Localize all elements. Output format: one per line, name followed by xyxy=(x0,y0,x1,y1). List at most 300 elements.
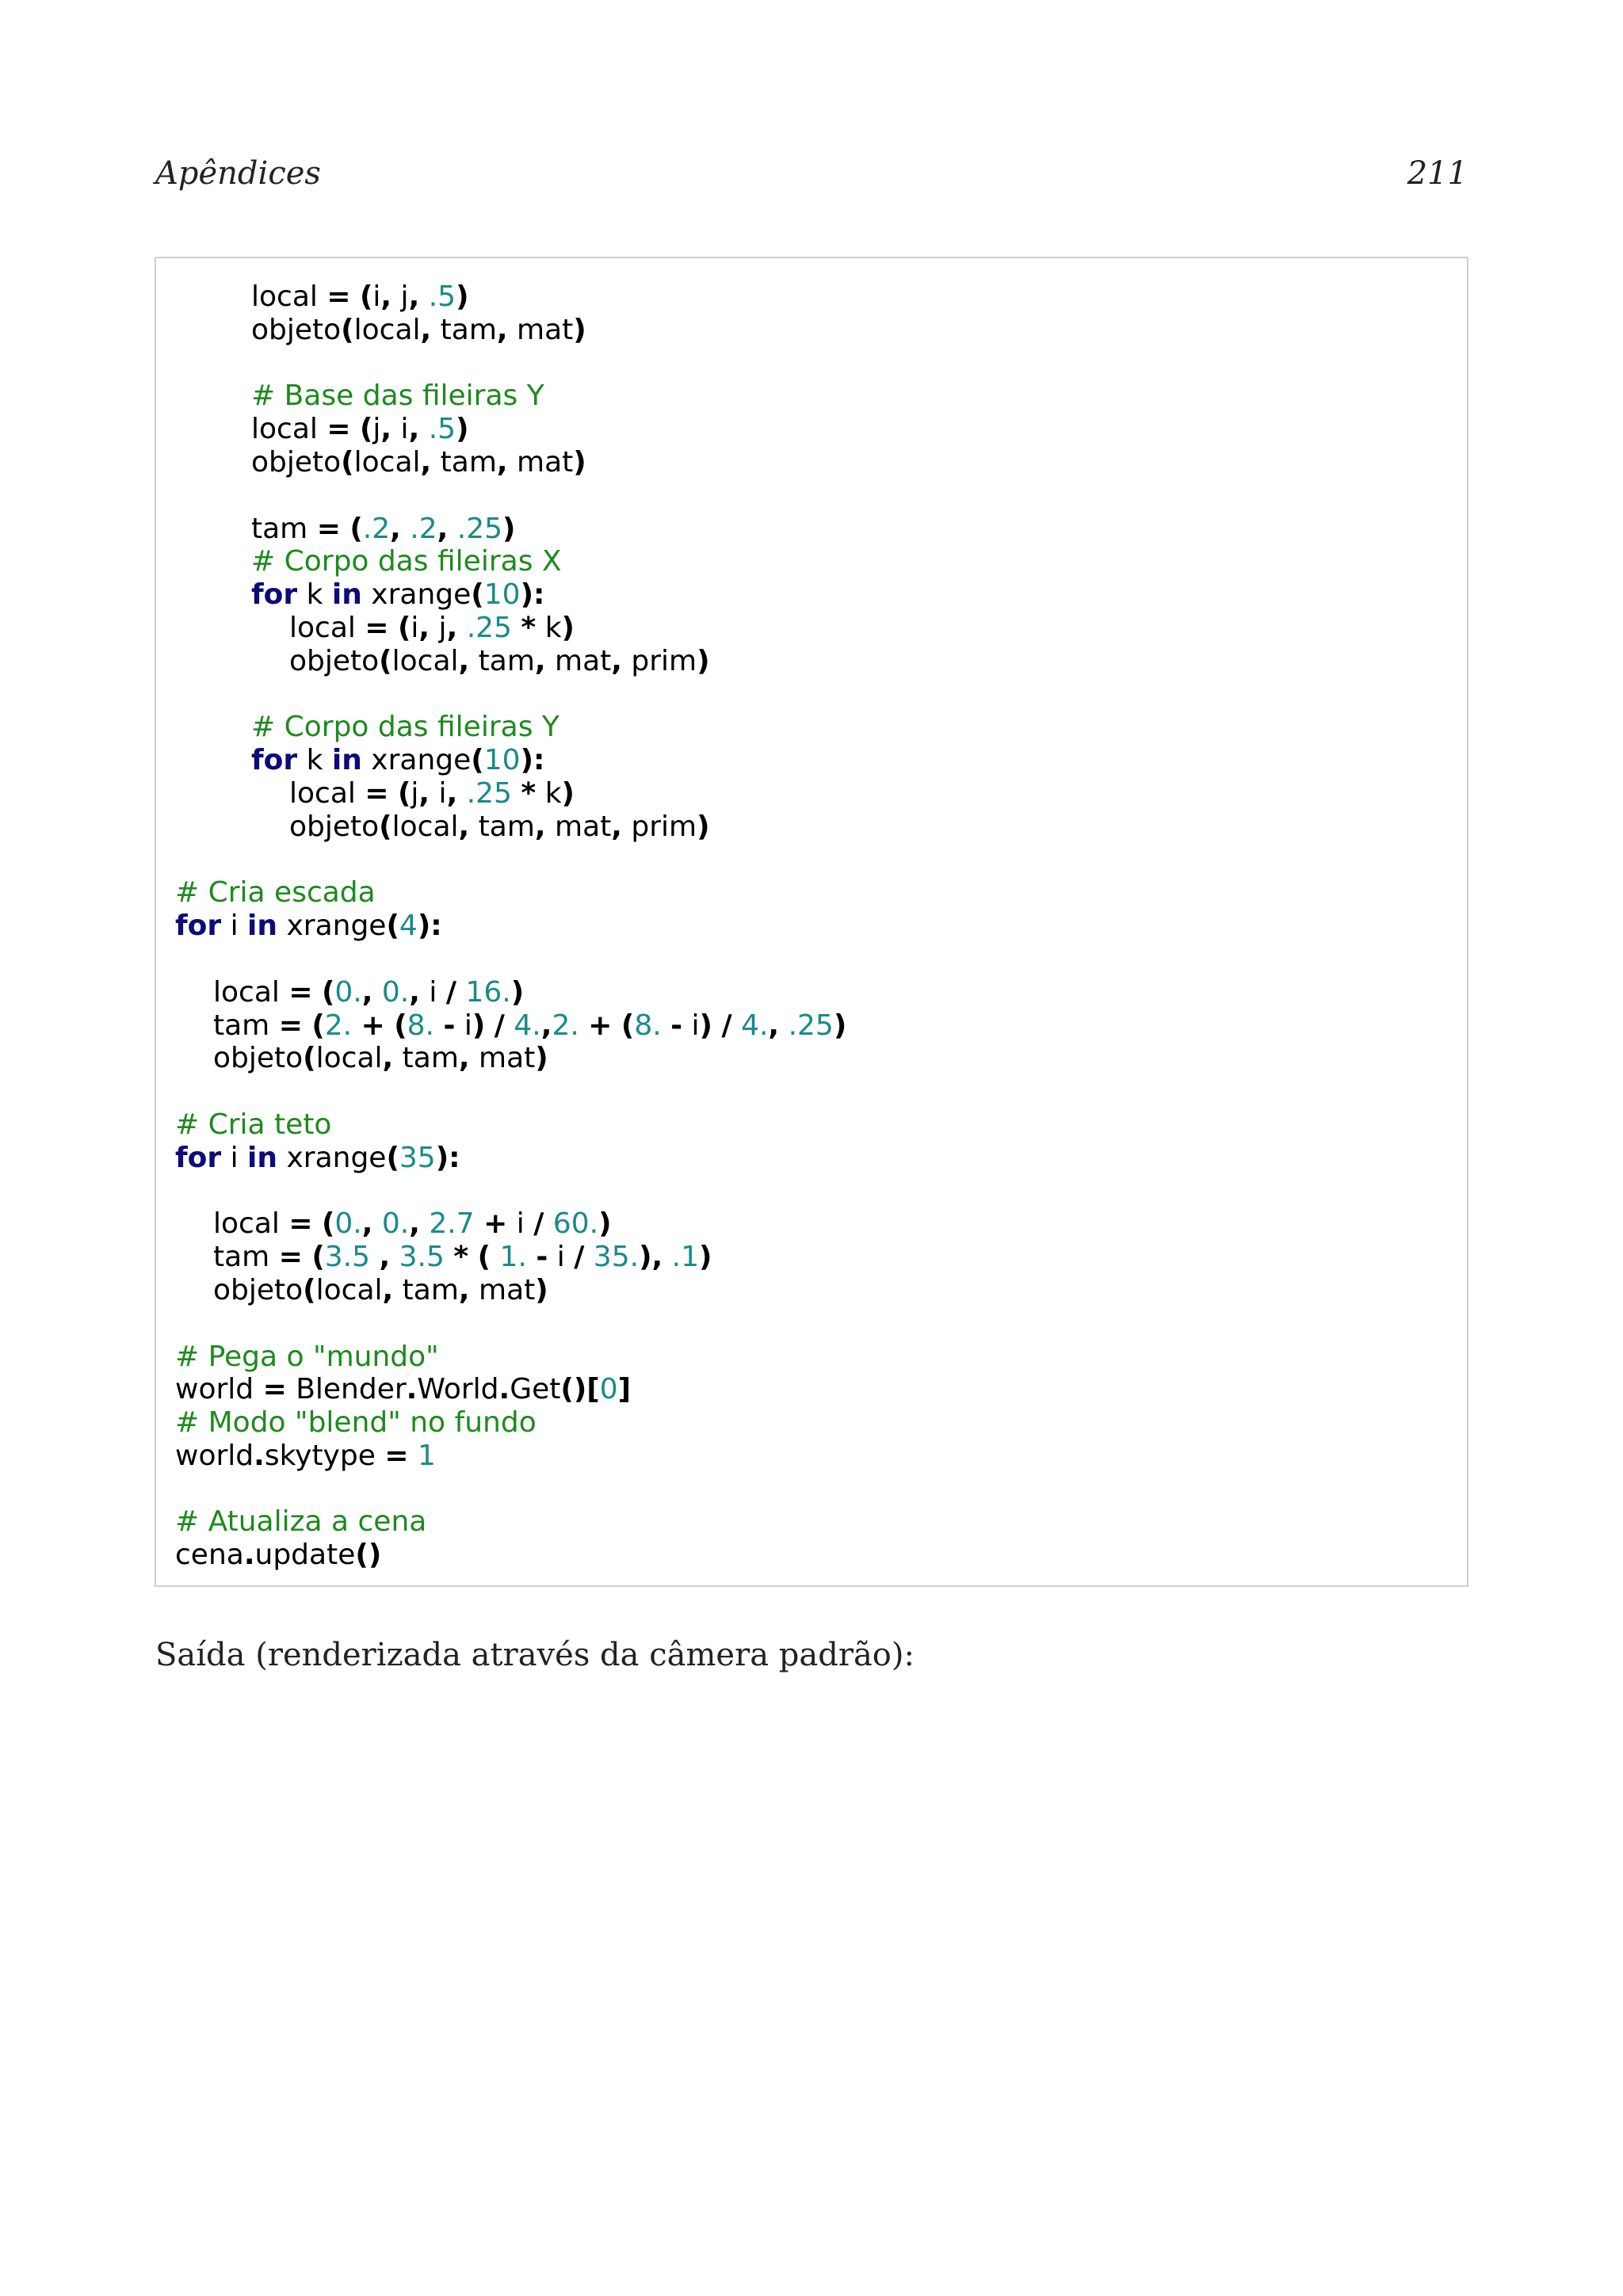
code-token: , xyxy=(418,776,430,810)
code-token: ( xyxy=(303,1273,316,1306)
code-token: i xyxy=(391,413,409,446)
code-token: ) xyxy=(510,975,525,1009)
code-token: 4. xyxy=(514,1009,541,1042)
running-head-section: Apêndices xyxy=(155,155,321,192)
code-token: , xyxy=(361,975,373,1009)
code-token: mat xyxy=(545,644,612,677)
code-token: ( xyxy=(621,1009,635,1042)
code-token: # Cria teto xyxy=(175,1108,332,1141)
code-token: , xyxy=(458,644,470,677)
code-token: objeto xyxy=(213,1042,304,1075)
code-token: = xyxy=(278,1009,303,1042)
code-token: ( xyxy=(321,975,335,1009)
code-token: , xyxy=(380,413,392,446)
code-token xyxy=(732,1009,741,1042)
code-token: .5 xyxy=(428,280,456,313)
code-line xyxy=(175,1440,846,1473)
code-token: = xyxy=(384,1439,409,1472)
code-token: - xyxy=(670,1009,683,1042)
code-token: ): xyxy=(435,1141,460,1174)
code-token: 3.5 xyxy=(399,1241,445,1274)
code-token: ): xyxy=(520,578,545,612)
code-token: 2. xyxy=(324,1009,353,1042)
code-token: ) xyxy=(472,1009,486,1042)
code-token: mat xyxy=(507,313,574,346)
code-token: i xyxy=(682,1009,700,1042)
code-token: ( xyxy=(341,445,354,479)
code-token: tam xyxy=(213,1241,279,1274)
code-token: i xyxy=(507,1207,534,1241)
code-blank-line xyxy=(175,943,846,976)
code-token: local xyxy=(391,810,459,843)
code-token: , xyxy=(408,413,420,446)
code-token: ) xyxy=(502,512,516,545)
code-token: 0 xyxy=(599,1373,618,1406)
code-token: ( xyxy=(359,280,373,313)
code-token: 35. xyxy=(593,1241,640,1274)
code-token: , xyxy=(768,1009,780,1042)
code-token: i xyxy=(455,1009,472,1042)
code-token xyxy=(584,1241,593,1273)
code-token: k xyxy=(297,744,332,777)
code-token: 35 xyxy=(399,1141,436,1174)
code-token: 0. xyxy=(334,1207,362,1241)
code-token xyxy=(512,612,521,644)
code-blank-line xyxy=(175,1473,846,1506)
code-line xyxy=(175,314,846,347)
code-token: world xyxy=(175,1439,254,1472)
code-token: 0. xyxy=(381,975,410,1009)
code-token: ) xyxy=(699,1241,712,1274)
code-token xyxy=(663,1241,671,1273)
code-token: local xyxy=(213,975,289,1009)
code-token: , xyxy=(446,776,458,810)
code-token: , xyxy=(496,445,508,479)
code-token xyxy=(485,1009,494,1042)
code-blank-line xyxy=(175,1075,846,1108)
code-token: = xyxy=(365,611,389,644)
code-token: .1 xyxy=(671,1241,700,1274)
code-token xyxy=(390,1241,399,1273)
code-token: mat xyxy=(469,1042,536,1075)
code-token xyxy=(457,612,466,644)
code-token: for xyxy=(251,744,298,777)
code-token: # Corpo das fileiras X xyxy=(251,545,562,578)
code-token: , xyxy=(534,810,546,843)
code-token xyxy=(512,777,521,810)
code-token: / xyxy=(574,1241,585,1274)
code-token: for xyxy=(175,1141,222,1174)
code-line xyxy=(175,1241,846,1274)
code-line xyxy=(175,280,846,314)
code-token: , xyxy=(379,1241,391,1274)
code-token: ) xyxy=(697,810,710,843)
code-token: ( xyxy=(379,644,392,677)
code-token: * xyxy=(521,776,537,810)
code-token: = xyxy=(278,1241,303,1274)
code-token: local xyxy=(391,644,459,677)
code-token: 10 xyxy=(483,578,521,612)
code-line xyxy=(175,711,846,744)
page-header xyxy=(155,155,1469,203)
code-token xyxy=(468,1241,477,1273)
code-token: ( xyxy=(359,413,373,446)
code-token: = xyxy=(327,280,351,313)
code-token: 2. xyxy=(552,1009,579,1042)
code-token: ()[ xyxy=(560,1373,600,1406)
code-token xyxy=(419,280,428,313)
code-line xyxy=(175,810,846,844)
code-token: 2.7 xyxy=(429,1207,475,1241)
code-token: , xyxy=(611,644,622,677)
code-token: local xyxy=(315,1273,383,1306)
code-token: i xyxy=(221,910,248,943)
code-token: # Modo "blend" no fundo xyxy=(175,1406,537,1440)
code-token: .25 xyxy=(788,1009,834,1042)
code-token: , xyxy=(420,445,432,479)
code-token: , xyxy=(409,1207,420,1241)
code-token: xrange xyxy=(277,1141,387,1174)
code-token: . xyxy=(254,1439,265,1472)
code-line xyxy=(175,1373,846,1406)
code-listing-box xyxy=(155,257,1468,1587)
code-token: mat xyxy=(545,810,612,843)
code-token: , xyxy=(534,644,546,677)
code-line xyxy=(175,645,846,678)
code-token xyxy=(303,1241,311,1273)
code-token: ): xyxy=(520,744,545,777)
code-token: world xyxy=(175,1373,263,1406)
code-token: , xyxy=(420,313,432,346)
code-token: ) xyxy=(535,1273,548,1306)
code-token: ( xyxy=(386,910,399,943)
code-token xyxy=(372,1207,381,1240)
code-token: = xyxy=(288,975,313,1009)
code-line xyxy=(175,910,846,943)
code-token: ), xyxy=(639,1241,663,1274)
code-token: local xyxy=(315,1042,383,1075)
code-token: for xyxy=(251,578,298,612)
code-token: for xyxy=(175,910,222,943)
code-token: # Base das fileiras Y xyxy=(251,379,544,413)
code-token xyxy=(420,1207,429,1240)
code-token: objeto xyxy=(289,810,380,843)
code-token xyxy=(351,413,360,445)
code-line xyxy=(175,413,846,446)
code-line xyxy=(175,744,846,777)
code-token: , xyxy=(382,1042,394,1075)
output-caption: Saída (renderizada através da câmera padrão): xyxy=(155,1637,915,1673)
code-token: = xyxy=(288,1207,313,1241)
code-token: , xyxy=(380,280,392,313)
code-token: tam xyxy=(251,512,317,545)
code-token: k xyxy=(536,776,562,810)
code-token: .5 xyxy=(428,413,456,446)
code-token: local xyxy=(353,445,421,479)
code-token: ) xyxy=(573,445,586,479)
code-line xyxy=(175,1207,846,1241)
code-token xyxy=(385,1009,394,1042)
code-line xyxy=(175,1274,846,1307)
code-token xyxy=(341,513,349,545)
code-token: 1. xyxy=(499,1241,527,1274)
code-token xyxy=(527,1241,536,1273)
code-token: ( xyxy=(471,578,484,612)
code-token: ( xyxy=(303,1042,316,1075)
code-token: 0. xyxy=(381,1207,410,1241)
code-token xyxy=(370,1241,379,1273)
code-token: , xyxy=(611,810,622,843)
code-token: xrange xyxy=(277,910,387,943)
code-line xyxy=(175,1142,846,1175)
code-token: k xyxy=(297,578,332,612)
code-token: tam xyxy=(431,445,497,479)
code-token: * xyxy=(521,611,537,644)
code-token xyxy=(389,612,398,644)
code-token: 8. xyxy=(407,1009,435,1042)
code-token: i xyxy=(430,776,447,810)
code-token: , xyxy=(409,975,420,1009)
code-token xyxy=(419,413,428,445)
code-token: j xyxy=(391,280,409,313)
code-token: , xyxy=(437,512,449,545)
code-token: tam xyxy=(431,313,497,346)
code-blank-line xyxy=(175,1175,846,1208)
code-token: . xyxy=(498,1373,510,1406)
code-token: / xyxy=(494,1009,505,1042)
code-token xyxy=(372,976,381,1009)
code-token: ( xyxy=(311,1009,325,1042)
code-token: ( xyxy=(397,776,411,810)
code-line xyxy=(175,578,846,612)
code-token: 60. xyxy=(552,1207,599,1241)
code-token: # Cria escada xyxy=(175,876,376,910)
code-line xyxy=(175,1108,846,1142)
code-token xyxy=(389,777,398,810)
code-token: . xyxy=(243,1539,255,1572)
code-token: * xyxy=(453,1241,469,1274)
code-token: cena xyxy=(175,1539,244,1572)
code-token: 4. xyxy=(741,1009,769,1042)
code-token: ) xyxy=(561,611,575,644)
code-token: , xyxy=(540,1009,552,1042)
code-line xyxy=(175,1042,846,1075)
code-token xyxy=(313,976,322,1009)
page-number: 211 xyxy=(1407,155,1468,192)
code-token: # Atualiza a cena xyxy=(175,1505,427,1539)
code-token: , xyxy=(446,611,458,644)
code-token: .2 xyxy=(410,512,437,545)
code-token xyxy=(544,1207,552,1240)
code-token: , xyxy=(458,1273,470,1306)
code-token: 10 xyxy=(483,744,521,777)
code-token: , xyxy=(458,810,470,843)
code-token: ] xyxy=(617,1373,632,1406)
code-line xyxy=(175,1341,846,1374)
code-token: = xyxy=(327,413,351,446)
code-token xyxy=(612,1009,621,1042)
code-token: j xyxy=(430,611,447,644)
code-token: prim xyxy=(621,810,697,843)
code-token: local xyxy=(289,776,365,810)
code-token: in xyxy=(247,1141,278,1174)
code-line xyxy=(175,513,846,546)
code-token: ) xyxy=(561,776,575,810)
code-token: tam xyxy=(393,1273,459,1306)
code-token: 1 xyxy=(417,1439,436,1472)
code-token: + xyxy=(361,1009,385,1042)
code-token: , xyxy=(361,1207,373,1241)
code-token: i xyxy=(221,1141,248,1174)
code-token: = xyxy=(262,1373,287,1406)
code-token: i xyxy=(372,280,381,313)
code-token: objeto xyxy=(289,644,380,677)
code-token: tam xyxy=(393,1042,459,1075)
code-token: ( xyxy=(477,1241,491,1274)
code-line xyxy=(175,1539,846,1572)
code-token: + xyxy=(588,1009,613,1042)
code-token: / xyxy=(445,975,456,1009)
code-token: Blender xyxy=(286,1373,407,1406)
code-token: / xyxy=(533,1207,544,1241)
code-token: 4 xyxy=(399,910,418,943)
code-token: , xyxy=(382,1273,394,1306)
code-line xyxy=(175,379,846,413)
code-token: # Pega o "mundo" xyxy=(175,1340,439,1373)
code-token: local xyxy=(251,280,327,313)
code-token xyxy=(408,1440,417,1472)
code-token: ) xyxy=(535,1042,548,1075)
code-blank-line xyxy=(175,479,846,513)
code-line xyxy=(175,1009,846,1043)
code-token: 8. xyxy=(634,1009,662,1042)
code-blank-line xyxy=(175,347,846,380)
code-token: .25 xyxy=(466,611,512,644)
code-line xyxy=(175,1505,846,1539)
code-token: j xyxy=(372,413,381,446)
code-token: local xyxy=(353,313,421,346)
code-token: local xyxy=(251,413,327,446)
code-token: ) xyxy=(598,1207,612,1241)
code-token: xrange xyxy=(361,744,472,777)
code-token: , xyxy=(496,313,508,346)
code-line xyxy=(175,612,846,645)
code-token: ( xyxy=(397,611,411,644)
code-token xyxy=(457,777,466,810)
code-token: local xyxy=(213,1207,289,1241)
code-token: .25 xyxy=(456,512,503,545)
code-blank-line xyxy=(175,1307,846,1341)
code-token xyxy=(662,1009,670,1042)
code-token xyxy=(351,280,360,313)
code-token: .25 xyxy=(466,776,512,810)
code-line xyxy=(175,545,846,578)
code-line xyxy=(175,777,846,810)
code-token: ): xyxy=(417,910,442,943)
code-token: - xyxy=(443,1009,456,1042)
code-token: 0. xyxy=(334,975,362,1009)
code-token: , xyxy=(408,280,420,313)
code-token: in xyxy=(247,910,278,943)
code-token: ) xyxy=(833,1009,847,1042)
code-token xyxy=(712,1009,721,1042)
code-listing xyxy=(175,280,846,1572)
code-token: ) xyxy=(697,644,710,677)
code-token: Get xyxy=(510,1373,561,1406)
code-token: = xyxy=(316,512,341,545)
code-token: - xyxy=(536,1241,548,1274)
code-token xyxy=(505,1009,514,1042)
code-token: xrange xyxy=(361,578,472,612)
code-token: , xyxy=(390,512,401,545)
code-token: .2 xyxy=(362,512,391,545)
code-token: i xyxy=(419,975,446,1009)
code-token xyxy=(475,1207,483,1240)
code-token xyxy=(445,1241,453,1273)
code-line xyxy=(175,876,846,910)
code-token xyxy=(779,1009,788,1042)
code-token: 16. xyxy=(465,975,511,1009)
code-blank-line xyxy=(175,678,846,711)
code-token: ( xyxy=(311,1241,325,1274)
code-token: tam xyxy=(469,810,535,843)
code-token: () xyxy=(355,1539,382,1572)
code-token: update xyxy=(254,1539,356,1572)
code-token: prim xyxy=(621,644,697,677)
code-token: # Corpo das fileiras Y xyxy=(251,711,559,744)
code-token: ( xyxy=(386,1141,399,1174)
code-token: 3.5 xyxy=(324,1241,371,1274)
code-token: skytype xyxy=(264,1439,385,1472)
code-token xyxy=(434,1009,443,1042)
code-token: mat xyxy=(507,445,574,479)
code-token: = xyxy=(365,776,389,810)
code-token: + xyxy=(483,1207,508,1241)
code-token: objeto xyxy=(251,445,342,479)
code-token: ( xyxy=(349,512,363,545)
code-token: i xyxy=(548,1241,575,1274)
code-token: ( xyxy=(321,1207,335,1241)
code-token: k xyxy=(536,611,562,644)
code-token: tam xyxy=(213,1009,279,1042)
code-token xyxy=(579,1009,588,1042)
code-token: World xyxy=(417,1373,499,1406)
code-token xyxy=(303,1009,311,1042)
code-token: mat xyxy=(469,1273,536,1306)
code-line xyxy=(175,976,846,1009)
code-token xyxy=(352,1009,361,1042)
code-token: , xyxy=(418,611,430,644)
code-token xyxy=(313,1207,322,1240)
code-token: ( xyxy=(471,744,484,777)
code-token: , xyxy=(458,1042,470,1075)
code-token: objeto xyxy=(213,1273,304,1306)
code-token: local xyxy=(289,611,365,644)
code-token: objeto xyxy=(251,313,342,346)
code-token: j xyxy=(411,776,419,810)
code-token xyxy=(491,1241,499,1273)
code-token: ) xyxy=(573,313,586,346)
code-token xyxy=(401,513,410,545)
code-token xyxy=(448,513,456,545)
code-blank-line xyxy=(175,844,846,877)
code-token: ( xyxy=(394,1009,407,1042)
code-token: ) xyxy=(456,413,469,446)
code-token xyxy=(456,976,465,1009)
code-token: / xyxy=(721,1009,732,1042)
code-token: i xyxy=(411,611,419,644)
code-token: ) xyxy=(456,280,469,313)
